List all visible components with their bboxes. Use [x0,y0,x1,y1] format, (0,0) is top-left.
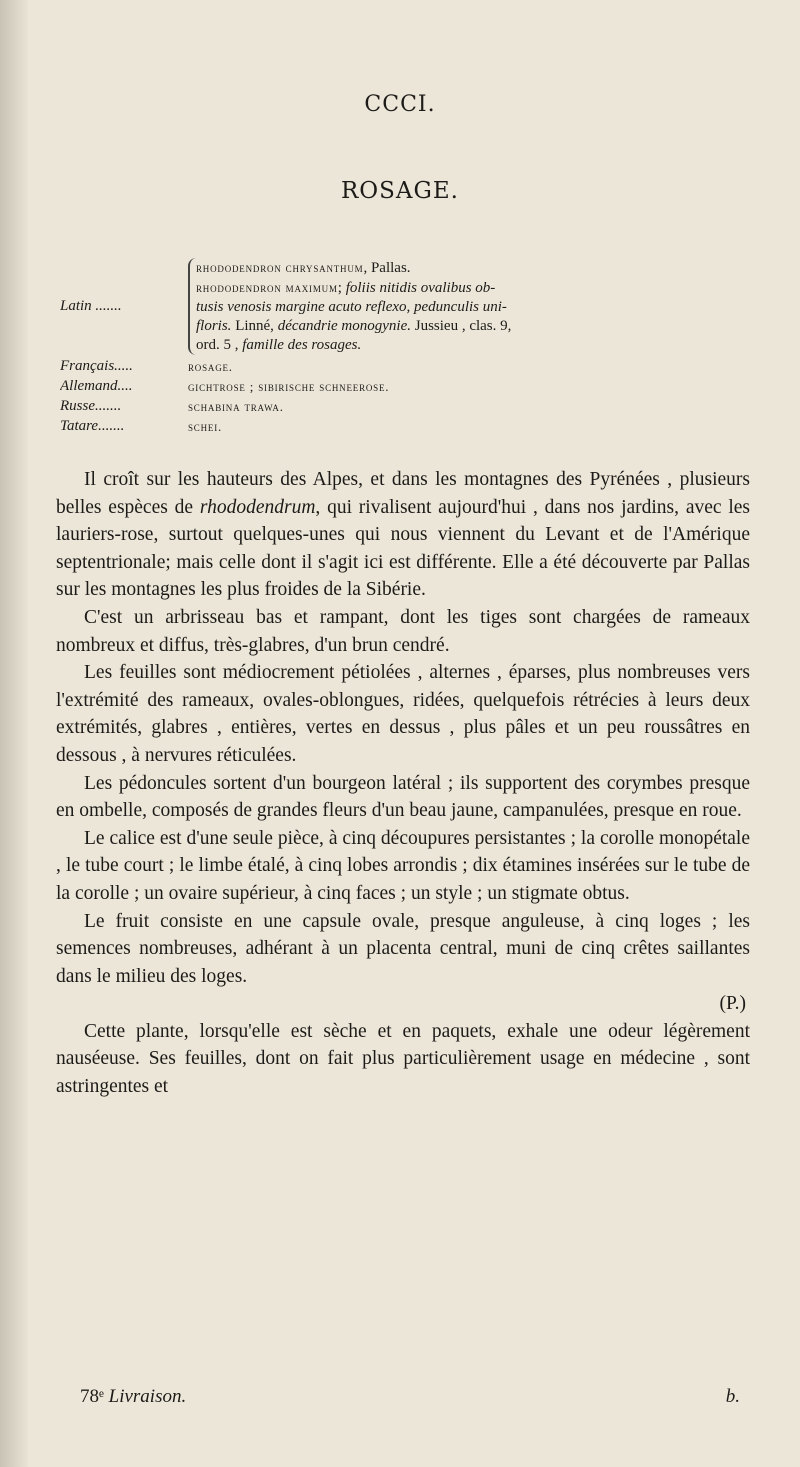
paragraph-peduncles: Les pédoncules sortent d'un bourgeon latéral ; ils supportent des corymbes presque en ombelle, composés de grandes fleurs d'un beau jaune, campanulées, presque en roue. [56,772,750,822]
paragraph-properties: Cette plante, lorsqu'elle est sèche et en paquets, exhale une odeur légèrement nauséeuse. Ses feuilles, dont on fait plus particulièrement usage en médecine , sont astringentes et [56,1020,750,1098]
page-title: ROSAGE. [340,178,459,204]
paragraph-leaves: Les feuilles sont médiocrement pétiolées , alternes , éparses, plus nombreuses vers l'extrémité des rameaux, ovales-oblongues, ridées, quelquefois rétrécies à leurs deux extrémités, glabres , entières, vertes en dessus , plus pâles et un peu roussâtres en dessous , à nervures réticulées. [56,662,750,766]
page-folio: CCCI. [364,92,436,117]
synonymy-latin [60,258,700,355]
paragraph-fruit: Le fruit consiste en une capsule ovale, presque anguleuse, à cinq loges ; les semences nombreuses, adhérant à un placenta central, muni de cinq crêtes saillantes dans le milieu des loges. [56,910,750,987]
synonymy-row-russe: Russe....... schabina trawa. [60,398,284,414]
page-binding-edge [0,0,28,1467]
synonymy-row-tatare: Tatare....... schei. [60,418,223,434]
page-footer [80,1386,740,1408]
author-signature: (P.) [719,993,746,1015]
lang-label-latin: Latin ....... [60,298,122,314]
body-text [56,466,750,1101]
paragraph-habit: C'est un arbrisseau bas et rampant, dont les tiges sont chargées de rameaux nombreux et diffus, très-glabres, d'un brun cendré. [56,606,750,656]
latin-line-2: rhododendron maximum; foliis nitidis ovalibus ob- [196,280,496,296]
latin-line-5: ord. 5 , famille des rosages. [196,337,362,353]
synonymy-row-francais: Français..... rosage. [60,358,233,374]
synonymy-block [60,258,700,437]
latin-line-1: rhododendron chrysanthum, Pallas. [196,260,411,276]
livraison-note: 78ᵉ Livraison. [80,1386,187,1407]
synonymy-row-allemand: Allemand.... gichtrose ; sibirische schneerose. [60,378,390,394]
latin-names [188,258,700,355]
paragraph-calyx: Le calice est d'une seule pièce, à cinq découpures persistantes ; la corolle monopétale , le tube court ; le limbe étalé, à cinq lobes arrondis ; dix étamines insérées sur le tube de la corolle ; un ovaire supérieur, à cinq faces ; un style ; un stigmate obtus. [56,827,750,904]
paragraph-habitat: Il croît sur les hauteurs des Alpes, et dans les montagnes des Pyrénées , plusieurs belles espèces de rhododendrum, qui rivalisent aujourd'hui , dans nos jardins, avec les lauriers-rose, surtout quelques-unes qui nous viennent du Levant et de l'Amérique septentrionale; mais celle dont il s'agit ici est différente. Elle a été découverte par Pallas sur les montagnes les plus froides de la Sibérie. [56,469,750,601]
signature-mark: b. [725,1386,740,1407]
latin-line-3: tusis venosis margine acuto reflexo, pedunculis uni- [196,299,507,315]
latin-line-4: floris. Linné, décandrie monogynie. Jussieu , clas. 9, [196,318,512,334]
